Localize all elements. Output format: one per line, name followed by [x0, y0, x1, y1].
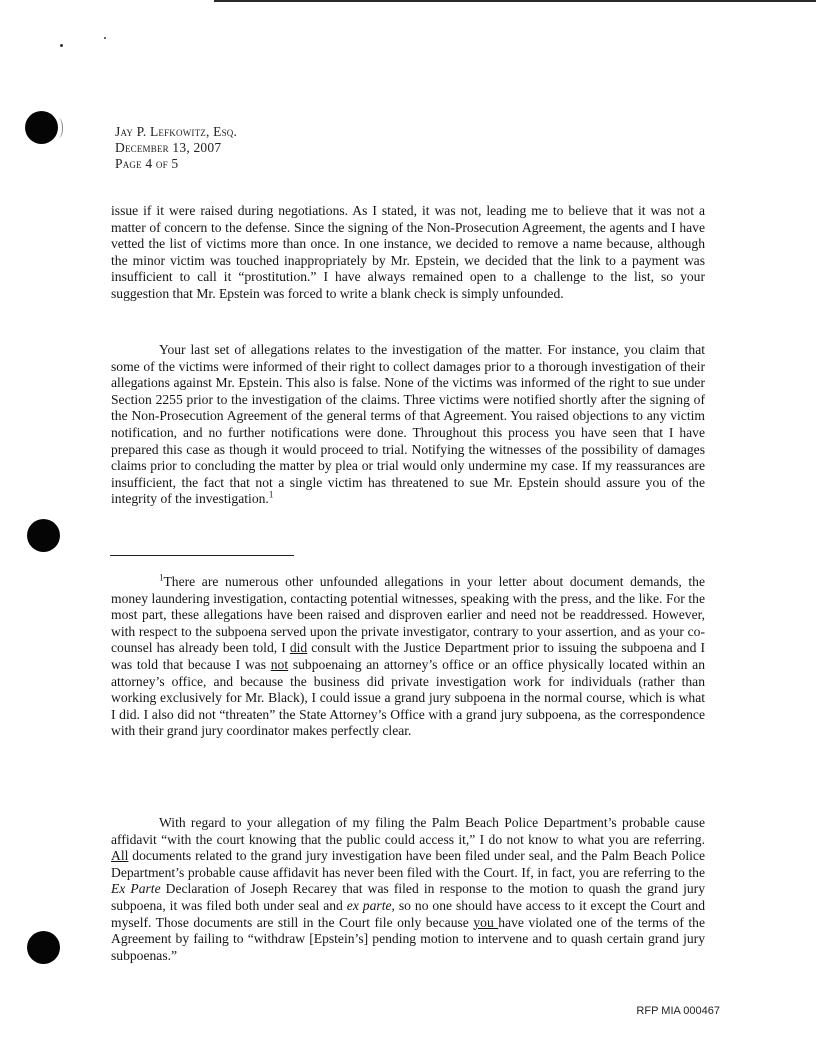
paragraph-3 — [111, 815, 705, 964]
punch-hole-shadow — [54, 118, 63, 138]
footnote-separator — [110, 555, 294, 556]
paragraph-3-text: With regard to your allegation of my filing the Palm Beach Police Department’s probable cause affidavit “with the court knowing that the public could access it,” I do not know to what you are referring. — [111, 815, 705, 847]
scan-speck — [104, 37, 106, 39]
paragraph-3-text: Declaration of Joseph Recarey that was filed in response to the motion to quash the grand jury subpoena, it was filed both under seal and — [111, 881, 706, 913]
paragraph-2-text: Your last set of allegations relates to the investigation of the matter. For instance, you claim that some of the victims were informed of their right to collect damages prior to a thorough investigation of their allegations against Mr. Epstein. This also is false. None of the victims was informed of the right to sue under Section 2255 prior to the investigation of the claims. Three victims were notified shortly after the signing of the Non-Prosecution Agreement of the general terms of that Agreement. You raised objections to any victim notification, and no further notifications were done. Throughout this process you have seen that I have prepared this case as though it would proceed to trial. Notifying the witnesses of the possibility of damages claims prior to concluding the matter by plea or trial would only undermine my case. If my reassurances are insufficient, the fact that not a single victim has threatened to sue Mr. Epstein should assure you of the integrity of the investigation. — [111, 342, 705, 507]
ex-parte-title: Ex Parte — [111, 881, 161, 897]
footnote-reference: 1 — [268, 489, 274, 500]
top-scan-rule — [214, 0, 816, 2]
paragraph-2-body — [111, 342, 705, 508]
paragraph-1 — [111, 203, 705, 303]
footnote-body — [111, 574, 705, 740]
paragraph-3-body — [111, 815, 705, 964]
footnote-text: consult with the Justice Department prior to issuing the subpoena and I was told that because I was — [111, 640, 705, 672]
punch-hole-middle — [27, 519, 60, 552]
footnote-text: There are numerous other unfounded allegations in your letter about document demands, the money laundering investigation, contacting potential witnesses, speaking with the press, and the like. For the most part, these allegations have been raised and disproven earlier and need not be readdressed. However, with respect to the subpoena served upon the private investigator, contrary to your assertion, and as your co-counsel has already been told, I — [111, 574, 705, 656]
footnote-mark: 1 — [159, 572, 164, 583]
footnote-emphasis-not: not — [270, 656, 289, 672]
punch-hole-bottom — [27, 931, 60, 964]
paragraph-3-text: have violated one of the terms of the Agreement by failing to “withdraw [Epstein’s] pending motion to intervene and to quash certain grand jury subpoenas.” — [111, 914, 705, 963]
bates-stamp: RFP MIA 000467 — [636, 1005, 720, 1017]
scan-speck — [60, 44, 63, 47]
footnote-text: subpoenaing an attorney’s office or an office physically located within an attorney’s office, and because the business did private investigation work for individuals (rather than working exclusively for Mr. Black), I could issue a grand jury subpoena in the normal course, which is what I did. I also did not “threaten” the State Attorney’s Office with a grand jury subpoena, as the correspondence with their grand jury coordinator makes perfectly clear. — [111, 656, 706, 739]
paragraph-1-text: issue if it were raised during negotiations. As I stated, it was not, leading me to believe that it was not a matter of concern to the defense. Since the signing of the Non-Prosecution Agreement, the agents and I have vetted the list of victims more than once. In one instance, we decided to remove a name because, although the minor victim was touched inappropriately by Mr. Epstein, we decided that the link to a payment was insufficient to call it “prostitution.” I have always remained open to a challenge to the list, so your suggestion that Mr. Epstein was forced to write a blank check is simply unfounded. — [111, 203, 705, 301]
page-number: Page 4 of 5 — [115, 156, 179, 171]
paragraph-3-text: documents related to the grand jury investigation have been filed under seal, and the Palm Beach Police Department’s probable cause affidavit has never been filed with the Court. If, in fact, you are referring to the — [111, 848, 705, 880]
footnote-emphasis-did: did — [289, 640, 308, 656]
emphasis-you: you — [473, 914, 499, 930]
letter-date: December 13, 2007 — [115, 140, 222, 155]
emphasis-all: All — [111, 848, 129, 864]
recipient-name: Jay P. Lefkowitz, Esq. — [115, 124, 238, 139]
paragraph-3-text: , so no one should have access to it except the Court and myself. Those documents are still in the Court file only because — [111, 897, 705, 930]
ex-parte-term: ex parte — [346, 897, 392, 913]
footnote — [111, 574, 705, 740]
letter-header — [115, 124, 237, 172]
paragraph-2 — [111, 342, 705, 508]
